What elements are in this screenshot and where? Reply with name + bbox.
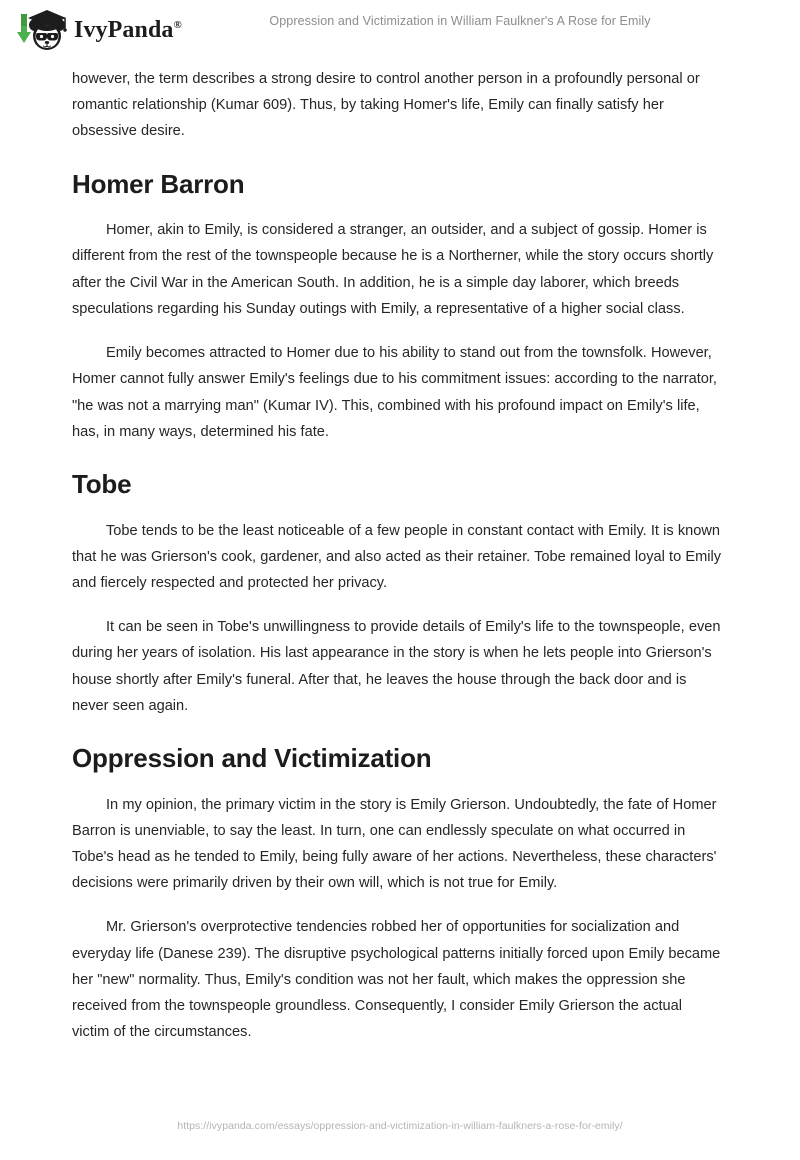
body-paragraph: however, the term describes a strong desire to control another person in a profoundly personal or romantic relationship (Kumar 609). Thus, by taking Homer's life, Emily can finally satisfy her obsessive desire. [72,71,700,140]
brand-name-text: IvyPanda [74,17,174,43]
body-paragraph: In my opinion, the primary victim in the story is Emily Grierson. Undoubtedly, the fate of Homer Barron is unenviable, to say the least. In turn, one can endlessly speculate on what occurred in Tobe's head as he tended to Emily, being fully aware of her actions. Nevertheless, these characters' decisions were primarily driven by their own will, which is not true for Emily. [72,796,717,892]
section-heading: Homer Barron [72,168,245,199]
body-paragraph: Emily becomes attracted to Homer due to his ability to stand out from the townsfolk. However, Homer cannot fully answer Emily's feelings due to his commitment issues: according to the narrator, "he was not a marrying man" (Kumar IV). This, combined with his profound impact on Emily's life, has, in many ways, determined his fate. [72,345,717,440]
page-footer [0,1116,800,1134]
section-heading: Tobe [72,468,132,499]
body-paragraph: Tobe tends to be the least noticeable of a few people in constant contact with Emily. It is known that he was Grierson's cook, gardener, and also acted as their retainer. Tobe remained loyal to Emily and fiercely respected and protected her privacy. [72,522,722,591]
body-paragraph: It can be seen in Tobe's unwillingness to provide details of Emily's life to the townspeople, even during her years of isolation. His last appearance in the story is when he lets people into Grierson's house shortly after Emily's funeral. After that, he leaves the house through the back door and is never seen again. [72,619,721,714]
body-paragraph: Homer, akin to Emily, is considered a stranger, an outsider, and a subject of gossip. Homer is different from the rest of the townspeople because he is a Northerner, while the story occurs shortly after the Civil War in the American South. In addition, he is a simple day laborer, which breeds speculations regarding his Sunday outings with Emily, a representative of a higher social class. [72,222,714,317]
essay-body [72,66,722,1064]
registered-mark-icon: ® [173,19,182,31]
document-title-header: Oppression and Victimization in William Faulkner's A Rose for Emily [269,14,651,28]
source-url[interactable]: https://ivypanda.com/essays/oppression-and-victimization-in-william-faulkners-a-rose-for-emily/ [177,1120,623,1132]
page-header [0,0,800,58]
body-paragraph: Mr. Grierson's overprotective tendencies robbed her of opportunities for socialization and everyday life (Danese 239). The disruptive psychological patterns initially forced upon Emily became her "new" normality. Thus, Emily's condition was not her fault, which makes the oppression she received from the townspeople groundless. Consequently, I consider Emily Grierson the actual victim of the circumstances. [72,919,721,1041]
section-heading: Oppression and Victimization [72,743,432,773]
